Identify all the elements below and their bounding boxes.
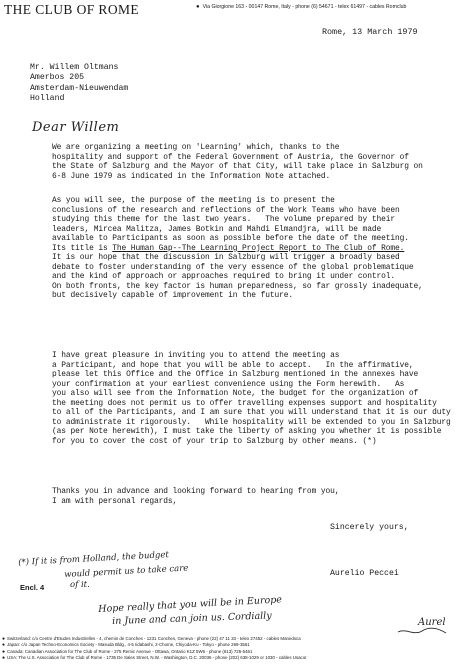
body-paragraph-4: Thanks you in advance and looking forward to hearing from you, I am with personal regards, bbox=[52, 487, 340, 506]
handwritten-note-line-2: would permit us to take care bbox=[64, 563, 189, 580]
letterhead-footer bbox=[2, 636, 307, 661]
footer-office-usa: ● USA: The U.S. Association for The Club of Rome - 1735 De Sales Street, N.W. - Washington, D.C. 20036 - phone (202) 638-1029 or 1030 - cables Usacor bbox=[2, 654, 307, 661]
body-paragraph-1: We are organizing a meeting on 'Learning' which, thanks to the hospitality and support of the Federal Government of Austria, the Governor of the State of Salzburg and the Mayor of that City, will take place in Salzburg on 6-8 June 1979 as indicated in the Information Note attached. bbox=[52, 143, 423, 181]
bullet-icon: ● bbox=[2, 648, 6, 655]
closing: Sincerely yours, bbox=[330, 523, 409, 532]
enclosure-note: Encl. 4 bbox=[20, 583, 45, 592]
footer-office-switzerland: ● Switzerland: c/o Centre d'Etudes Industrielles - 4, chemin de Conches - 1231 Conches, Geneva - phone (22) 47 11 33 - telex 27452 - cables Manedsca bbox=[2, 636, 301, 642]
handwritten-note-line-5: in June and can join us. Cordially bbox=[112, 610, 272, 627]
letterhead-title: THE CLUB OF ROME bbox=[4, 2, 140, 17]
bullet-icon: ● bbox=[196, 4, 200, 10]
letter-date: Rome, 13 March 1979 bbox=[322, 27, 418, 37]
signer-name: Aurelio Peccei bbox=[330, 569, 399, 578]
recipient-country: Holland bbox=[30, 93, 65, 103]
recipient-name: Mr. Willem Oltmans bbox=[30, 63, 119, 72]
report-title: The Human Gap--The Learning Project Report to The Club of Rome. bbox=[112, 243, 405, 253]
body-paragraph-2: As you will see, the purpose of the meeting is to present the conclusions of the research and reflections of the Work Teams who have been studying this theme for the last two years. The volume prepared by their leaders, Mircea Malitza, James Botkin and Mahdi Elmandjra, will be made available to Participants as soon as possible before the date of the meeting. Its title is The Human Gap--The Learning Project Report to The Club of Rome. It is our hope that the discussion in Salzburg will trigger a broadly based debate to foster understanding of the very essence of the global problematique and the kind of approach or approaches required to bring it under control. On both fronts, the key factor is human preparedness, so far grossly inadequate, but decisively capable of improvement in the future. bbox=[52, 196, 423, 300]
bullet-icon: ● bbox=[2, 636, 6, 642]
body-paragraph-3: I have great pleasure in inviting you to attend the meeting as a Participant, and hope that you will be able to accept. In the affirmative, please let this Office and the Office in Salzburg mentioned in the annexes have your confirmation at your earliest convenience using the Form herewith. As you also will see from the Information Note, the budget for the organization of the meeting does not permit us to offer travelling expenses support and hospitality to all of the Participants, and I am sure that you will understand that it is our duty to administrate it rigorously. While hospitality will be extended to you in Salzburg (as per Note herewith), I must take the liberty of asking you whether it is possible for you to cover the cost of your trip to Salzburg by other means. (*) bbox=[52, 351, 451, 446]
bullet-icon: ● bbox=[2, 642, 6, 649]
recipient-city: Amsterdam-Nieuwendam bbox=[30, 83, 129, 93]
footer-office-japan: ● Japan: c/o Japan Techno-Economics Society - Masuda Bldg., 4-5 Iidabashi, 2-Chome, Chiyoda-Ku - Tokyo - phone 269-3561 bbox=[2, 642, 250, 649]
handwritten-note-line-3: of it. bbox=[70, 580, 90, 590]
handwritten-note-line-4: Hope really that you will be in Europe bbox=[98, 594, 283, 615]
handwritten-signature: Aurel bbox=[418, 617, 446, 628]
bullet-icon: ● bbox=[2, 654, 6, 661]
footer-office-canada: ● Canada: Canadian Association for The Club of Rome - 275 Remic Avenue - Ottawa, Ontario K1Z 5W6 - phone (613) 725-5461 bbox=[2, 648, 253, 655]
handwritten-salutation: Dear Willem bbox=[32, 120, 120, 135]
letterhead-address: ● Via Giorgione 163 - 00147 Rome, Italy - phone (6) 54671 - telex 61497 - cables Romclub bbox=[196, 4, 407, 10]
recipient-address bbox=[30, 63, 128, 104]
recipient-street: Amerbos 205 bbox=[30, 73, 85, 83]
handwritten-note-line-1: (*) If it is from Holland, the budget bbox=[18, 550, 170, 568]
signature-flourish bbox=[396, 626, 448, 638]
